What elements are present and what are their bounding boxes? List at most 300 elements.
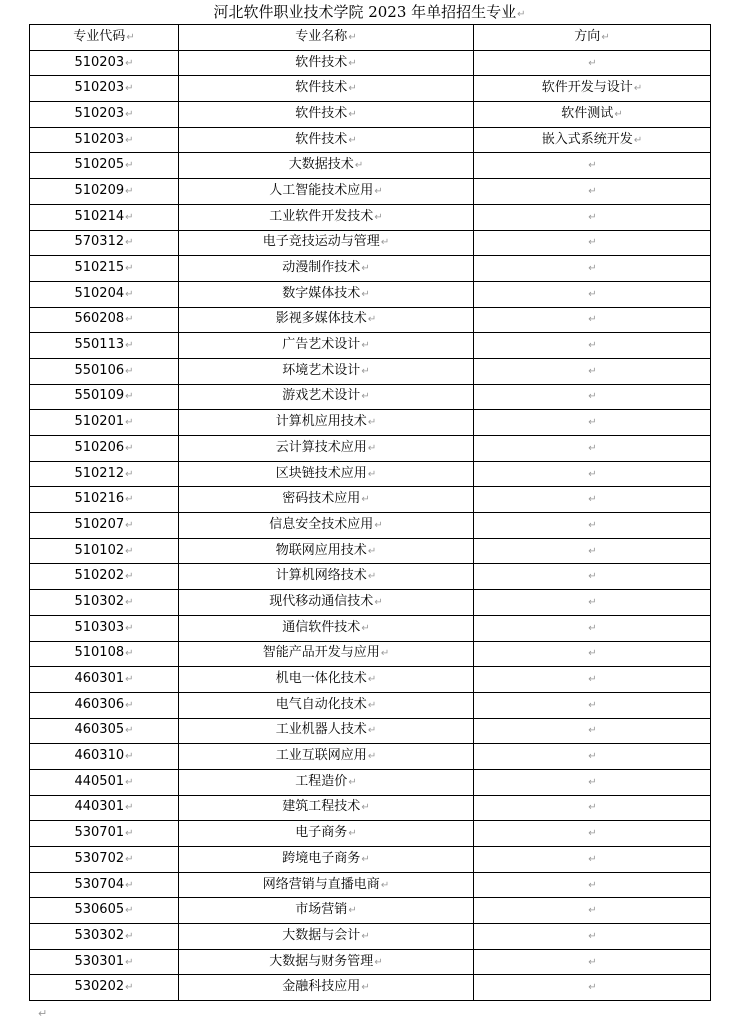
cell-code-text: 560208 bbox=[74, 311, 125, 327]
cell-name bbox=[179, 949, 474, 975]
paragraph-mark-icon: ↵ bbox=[125, 83, 134, 95]
paragraph-mark-icon: ↵ bbox=[588, 442, 597, 454]
paragraph-mark-icon: ↵ bbox=[367, 545, 377, 557]
table-row bbox=[30, 256, 711, 282]
cell-code bbox=[30, 281, 179, 307]
header-direction bbox=[474, 25, 711, 51]
paragraph-mark-icon: ↵ bbox=[601, 31, 610, 43]
cell-name bbox=[179, 667, 474, 693]
cell-direction bbox=[474, 692, 711, 718]
paragraph-mark-icon: ↵ bbox=[588, 930, 597, 942]
paragraph-mark-icon: ↵ bbox=[588, 853, 597, 865]
cell-direction bbox=[474, 641, 711, 667]
paragraph-mark-icon: ↵ bbox=[125, 802, 134, 814]
paragraph-mark-icon: ↵ bbox=[588, 211, 597, 223]
cell-code bbox=[30, 847, 179, 873]
cell-code bbox=[30, 898, 179, 924]
table-row bbox=[30, 461, 711, 487]
cell-name-text: 智能产品开发与应用 bbox=[262, 645, 380, 661]
cell-name bbox=[179, 307, 474, 333]
table-row bbox=[30, 127, 711, 153]
paragraph-mark-icon: ↵ bbox=[380, 879, 390, 891]
paragraph-mark-icon: ↵ bbox=[588, 365, 597, 377]
cell-direction bbox=[474, 50, 711, 76]
cell-name-text: 计算机网络技术 bbox=[275, 568, 367, 584]
paragraph-mark-icon: ↵ bbox=[588, 828, 597, 840]
paragraph-mark-icon: ↵ bbox=[125, 905, 134, 917]
cell-name-text: 建筑工程技术 bbox=[282, 799, 361, 815]
cell-direction bbox=[474, 204, 711, 230]
cell-direction bbox=[474, 538, 711, 564]
table-row bbox=[30, 590, 711, 616]
cell-code-text: 510203 bbox=[74, 80, 125, 96]
paragraph-mark-icon: ↵ bbox=[125, 365, 134, 377]
paragraph-mark-icon: ↵ bbox=[374, 211, 383, 223]
paragraph-mark-icon: ↵ bbox=[361, 494, 370, 506]
cell-direction bbox=[474, 281, 711, 307]
cell-name bbox=[179, 872, 474, 898]
cell-direction bbox=[474, 590, 711, 616]
cell-name-text: 数字媒体技术 bbox=[282, 285, 361, 301]
cell-name bbox=[179, 281, 474, 307]
paragraph-mark-icon: ↵ bbox=[38, 1007, 48, 1020]
cell-code-text: 530302 bbox=[74, 927, 125, 943]
cell-code-text: 440501 bbox=[74, 773, 125, 789]
cell-direction bbox=[474, 975, 711, 1001]
cell-code bbox=[30, 949, 179, 975]
cell-code bbox=[30, 358, 179, 384]
paragraph-mark-icon: ↵ bbox=[367, 699, 377, 711]
paragraph-mark-icon: ↵ bbox=[361, 288, 370, 300]
header-name bbox=[179, 25, 474, 51]
header-direction-text: 方向 bbox=[574, 28, 601, 44]
cell-code bbox=[30, 204, 179, 230]
paragraph-mark-icon: ↵ bbox=[588, 494, 597, 506]
cell-code bbox=[30, 744, 179, 770]
cell-name-text: 软件技术 bbox=[295, 131, 348, 147]
cell-name bbox=[179, 50, 474, 76]
cell-direction-text: 嵌入式系统开发 bbox=[541, 131, 633, 147]
cell-code bbox=[30, 564, 179, 590]
table-row bbox=[30, 204, 711, 230]
cell-direction bbox=[474, 769, 711, 795]
cell-name-text: 大数据技术 bbox=[288, 157, 354, 173]
paragraph-mark-icon: ↵ bbox=[367, 314, 377, 326]
cell-name-text: 软件技术 bbox=[295, 54, 348, 70]
paragraph-mark-icon: ↵ bbox=[125, 211, 134, 223]
cell-code-text: 510302 bbox=[74, 593, 125, 609]
cell-direction bbox=[474, 410, 711, 436]
paragraph-mark-icon: ↵ bbox=[361, 802, 370, 814]
paragraph-mark-icon: ↵ bbox=[588, 879, 597, 891]
table-row bbox=[30, 769, 711, 795]
cell-name bbox=[179, 487, 474, 513]
cell-name-text: 广告艺术设计 bbox=[282, 337, 361, 353]
table-row bbox=[30, 615, 711, 641]
paragraph-mark-icon: ↵ bbox=[348, 83, 357, 95]
cell-code-text: 510214 bbox=[74, 208, 125, 224]
cell-name-text: 机电一体化技术 bbox=[275, 671, 367, 687]
paragraph-mark-icon: ↵ bbox=[588, 263, 597, 275]
paragraph-mark-icon: ↵ bbox=[125, 828, 134, 840]
cell-code bbox=[30, 436, 179, 462]
paragraph-mark-icon: ↵ bbox=[588, 571, 597, 583]
cell-code-text: 530605 bbox=[74, 902, 125, 918]
cell-name bbox=[179, 333, 474, 359]
paragraph-mark-icon: ↵ bbox=[588, 340, 597, 352]
cell-direction bbox=[474, 384, 711, 410]
paragraph-mark-icon: ↵ bbox=[126, 31, 135, 43]
table-row bbox=[30, 410, 711, 436]
paragraph-mark-icon: ↵ bbox=[348, 828, 357, 840]
cell-name-text: 电子商务 bbox=[295, 825, 348, 841]
paragraph-mark-icon: ↵ bbox=[374, 956, 383, 968]
cell-code bbox=[30, 461, 179, 487]
paragraph-mark-icon: ↵ bbox=[125, 982, 134, 994]
title-text: 河北软件职业技术学院 2023 年单招招生专业 bbox=[213, 3, 517, 21]
cell-code bbox=[30, 50, 179, 76]
cell-direction bbox=[474, 436, 711, 462]
paragraph-mark-icon: ↵ bbox=[348, 108, 357, 120]
table-row bbox=[30, 692, 711, 718]
paragraph-mark-icon: ↵ bbox=[125, 340, 134, 352]
paragraph-mark-icon: ↵ bbox=[125, 930, 134, 942]
cell-direction bbox=[474, 513, 711, 539]
header-code-text: 专业代码 bbox=[73, 28, 126, 44]
paragraph-mark-icon: ↵ bbox=[125, 879, 134, 891]
document-title bbox=[0, 2, 739, 25]
cell-direction bbox=[474, 615, 711, 641]
header-name-text: 专业名称 bbox=[295, 28, 348, 44]
cell-code bbox=[30, 102, 179, 128]
table-row bbox=[30, 487, 711, 513]
paragraph-mark-icon: ↵ bbox=[125, 417, 134, 429]
cell-code-text: 510206 bbox=[74, 439, 125, 455]
paragraph-mark-icon: ↵ bbox=[588, 519, 597, 531]
table-row bbox=[30, 975, 711, 1001]
paragraph-mark-icon: ↵ bbox=[588, 725, 597, 737]
cell-name-text: 大数据与会计 bbox=[282, 927, 361, 943]
paragraph-mark-icon: ↵ bbox=[125, 288, 134, 300]
cell-name-text: 现代移动通信技术 bbox=[269, 593, 374, 609]
paragraph-mark-icon: ↵ bbox=[367, 571, 377, 583]
cell-code-text: 530702 bbox=[74, 850, 125, 866]
paragraph-mark-icon: ↵ bbox=[633, 134, 643, 146]
cell-direction bbox=[474, 461, 711, 487]
cell-code-text: 510204 bbox=[74, 285, 125, 301]
cell-direction bbox=[474, 949, 711, 975]
cell-code bbox=[30, 230, 179, 256]
cell-code bbox=[30, 821, 179, 847]
cell-name bbox=[179, 924, 474, 950]
cell-code bbox=[30, 590, 179, 616]
paragraph-mark-icon: ↵ bbox=[588, 982, 597, 994]
paragraph-mark-icon: ↵ bbox=[517, 9, 526, 20]
paragraph-mark-icon: ↵ bbox=[361, 263, 370, 275]
table-row bbox=[30, 949, 711, 975]
cell-code bbox=[30, 76, 179, 102]
paragraph-mark-icon: ↵ bbox=[348, 776, 357, 788]
cell-direction-text: 软件测试 bbox=[561, 105, 614, 121]
cell-name-text: 云计算技术应用 bbox=[275, 439, 367, 455]
cell-name bbox=[179, 230, 474, 256]
paragraph-mark-icon: ↵ bbox=[125, 160, 134, 172]
paragraph-mark-icon: ↵ bbox=[374, 596, 383, 608]
cell-code-text: 510209 bbox=[74, 182, 125, 198]
cell-name bbox=[179, 821, 474, 847]
cell-direction-text: 软件开发与设计 bbox=[541, 80, 633, 96]
table-body bbox=[30, 50, 711, 1000]
cell-direction bbox=[474, 898, 711, 924]
cell-code-text: 510203 bbox=[74, 54, 125, 70]
paragraph-mark-icon: ↵ bbox=[125, 185, 134, 197]
cell-code bbox=[30, 769, 179, 795]
cell-code bbox=[30, 795, 179, 821]
paragraph-mark-icon: ↵ bbox=[125, 237, 134, 249]
cell-direction bbox=[474, 795, 711, 821]
paragraph-mark-icon: ↵ bbox=[125, 674, 134, 686]
cell-direction bbox=[474, 179, 711, 205]
cell-direction bbox=[474, 487, 711, 513]
cell-name bbox=[179, 153, 474, 179]
cell-code bbox=[30, 179, 179, 205]
table-row bbox=[30, 358, 711, 384]
paragraph-mark-icon: ↵ bbox=[361, 982, 370, 994]
cell-name bbox=[179, 204, 474, 230]
paragraph-mark-icon: ↵ bbox=[125, 622, 134, 634]
cell-code-text: 550113 bbox=[74, 337, 125, 353]
table-row bbox=[30, 641, 711, 667]
cell-name-text: 影视多媒体技术 bbox=[275, 311, 367, 327]
paragraph-mark-icon: ↵ bbox=[588, 545, 597, 557]
cell-direction bbox=[474, 924, 711, 950]
paragraph-mark-icon: ↵ bbox=[588, 288, 597, 300]
table-row bbox=[30, 872, 711, 898]
cell-name bbox=[179, 179, 474, 205]
cell-name bbox=[179, 564, 474, 590]
cell-name bbox=[179, 718, 474, 744]
cell-name-text: 工业软件开发技术 bbox=[269, 208, 374, 224]
paragraph-mark-icon: ↵ bbox=[367, 417, 377, 429]
cell-name bbox=[179, 692, 474, 718]
table-row bbox=[30, 76, 711, 102]
paragraph-mark-icon: ↵ bbox=[367, 468, 377, 480]
cell-name-text: 动漫制作技术 bbox=[282, 260, 361, 276]
cell-code bbox=[30, 872, 179, 898]
paragraph-mark-icon: ↵ bbox=[588, 391, 597, 403]
cell-direction bbox=[474, 307, 711, 333]
cell-code-text: 510203 bbox=[74, 105, 125, 121]
cell-name-text: 金融科技应用 bbox=[282, 979, 361, 995]
paragraph-mark-icon: ↵ bbox=[125, 596, 134, 608]
cell-name bbox=[179, 847, 474, 873]
cell-code bbox=[30, 333, 179, 359]
paragraph-mark-icon: ↵ bbox=[125, 571, 134, 583]
cell-direction bbox=[474, 127, 711, 153]
cell-name-text: 人工智能技术应用 bbox=[269, 182, 374, 198]
table-row bbox=[30, 538, 711, 564]
paragraph-mark-icon: ↵ bbox=[588, 802, 597, 814]
paragraph-mark-icon: ↵ bbox=[125, 751, 134, 763]
cell-direction bbox=[474, 333, 711, 359]
paragraph-mark-icon: ↵ bbox=[367, 725, 377, 737]
paragraph-mark-icon: ↵ bbox=[380, 237, 390, 249]
cell-code-text: 510212 bbox=[74, 465, 125, 481]
paragraph-mark-icon: ↵ bbox=[588, 699, 597, 711]
cell-name-text: 软件技术 bbox=[295, 80, 348, 96]
paragraph-mark-icon: ↵ bbox=[348, 134, 357, 146]
cell-name bbox=[179, 898, 474, 924]
cell-name-text: 软件技术 bbox=[295, 105, 348, 121]
paragraph-mark-icon: ↵ bbox=[588, 160, 597, 172]
paragraph-mark-icon: ↵ bbox=[348, 57, 357, 69]
table-row bbox=[30, 513, 711, 539]
table-header-row bbox=[30, 25, 711, 51]
cell-code bbox=[30, 487, 179, 513]
cell-code-text: 550106 bbox=[74, 362, 125, 378]
cell-code-text: 510207 bbox=[74, 516, 125, 532]
cell-name-text: 工业互联网应用 bbox=[275, 748, 367, 764]
cell-code-text: 510201 bbox=[74, 414, 125, 430]
table-row bbox=[30, 333, 711, 359]
cell-code bbox=[30, 513, 179, 539]
cell-code bbox=[30, 615, 179, 641]
cell-direction bbox=[474, 821, 711, 847]
paragraph-mark-icon: ↵ bbox=[633, 83, 643, 95]
cell-name-text: 通信软件技术 bbox=[282, 619, 361, 635]
cell-code-text: 510202 bbox=[74, 568, 125, 584]
paragraph-mark-icon: ↵ bbox=[125, 648, 134, 660]
cell-code-text: 510108 bbox=[74, 645, 125, 661]
paragraph-mark-icon: ↵ bbox=[588, 648, 597, 660]
paragraph-mark-icon: ↵ bbox=[367, 674, 377, 686]
cell-name bbox=[179, 436, 474, 462]
cell-name-text: 计算机应用技术 bbox=[275, 414, 367, 430]
cell-name-text: 大数据与财务管理 bbox=[269, 953, 374, 969]
table-row bbox=[30, 924, 711, 950]
cell-code-text: 570312 bbox=[74, 234, 125, 250]
cell-name bbox=[179, 76, 474, 102]
cell-direction bbox=[474, 76, 711, 102]
table-row bbox=[30, 821, 711, 847]
cell-name bbox=[179, 384, 474, 410]
paragraph-mark-icon: ↵ bbox=[614, 108, 623, 120]
cell-code-text: 530202 bbox=[74, 979, 125, 995]
paragraph-mark-icon: ↵ bbox=[125, 263, 134, 275]
paragraph-mark-icon: ↵ bbox=[125, 468, 134, 480]
paragraph-mark-icon: ↵ bbox=[588, 776, 597, 788]
cell-name bbox=[179, 590, 474, 616]
paragraph-mark-icon: ↵ bbox=[125, 108, 134, 120]
cell-name-text: 市场营销 bbox=[295, 902, 348, 918]
cell-name-text: 网络营销与直播电商 bbox=[262, 876, 380, 892]
table-row bbox=[30, 898, 711, 924]
table-row bbox=[30, 847, 711, 873]
cell-direction bbox=[474, 153, 711, 179]
paragraph-mark-icon: ↵ bbox=[588, 314, 597, 326]
cell-direction bbox=[474, 102, 711, 128]
cell-code-text: 460306 bbox=[74, 696, 125, 712]
paragraph-mark-icon: ↵ bbox=[125, 545, 134, 557]
cell-code-text: 460301 bbox=[74, 671, 125, 687]
cell-name-text: 物联网应用技术 bbox=[275, 542, 367, 558]
cell-code-text: 530704 bbox=[74, 876, 125, 892]
cell-code-text: 510205 bbox=[74, 157, 125, 173]
cell-direction bbox=[474, 256, 711, 282]
cell-name bbox=[179, 744, 474, 770]
paragraph-mark-icon: ↵ bbox=[361, 365, 370, 377]
cell-name bbox=[179, 358, 474, 384]
cell-code-text: 510203 bbox=[74, 131, 125, 147]
paragraph-mark-icon: ↵ bbox=[588, 417, 597, 429]
paragraph-mark-icon: ↵ bbox=[125, 519, 134, 531]
paragraph-mark-icon: ↵ bbox=[125, 776, 134, 788]
cell-code-text: 440301 bbox=[74, 799, 125, 815]
cell-name-text: 跨境电子商务 bbox=[282, 850, 361, 866]
cell-name bbox=[179, 975, 474, 1001]
cell-code bbox=[30, 384, 179, 410]
paragraph-mark-icon: ↵ bbox=[367, 751, 377, 763]
table-row bbox=[30, 744, 711, 770]
cell-direction bbox=[474, 744, 711, 770]
cell-code-text: 510102 bbox=[74, 542, 125, 558]
paragraph-mark-icon: ↵ bbox=[361, 622, 370, 634]
cell-name bbox=[179, 769, 474, 795]
cell-code bbox=[30, 256, 179, 282]
cell-code bbox=[30, 127, 179, 153]
cell-name-text: 环境艺术设计 bbox=[282, 362, 361, 378]
cell-code-text: 510215 bbox=[74, 260, 125, 276]
paragraph-mark-icon: ↵ bbox=[125, 853, 134, 865]
paragraph-mark-icon: ↵ bbox=[125, 956, 134, 968]
paragraph-mark-icon: ↵ bbox=[374, 185, 383, 197]
paragraph-mark-icon: ↵ bbox=[588, 468, 597, 480]
cell-code-text: 460305 bbox=[74, 722, 125, 738]
cell-code bbox=[30, 718, 179, 744]
cell-name-text: 工业机器人技术 bbox=[275, 722, 367, 738]
table-row bbox=[30, 50, 711, 76]
cell-code-text: 530701 bbox=[74, 825, 125, 841]
cell-name-text: 信息安全技术应用 bbox=[269, 516, 374, 532]
cell-direction bbox=[474, 872, 711, 898]
table-row bbox=[30, 153, 711, 179]
paragraph-mark-icon: ↵ bbox=[354, 160, 364, 172]
table-row bbox=[30, 564, 711, 590]
paragraph-mark-icon: ↵ bbox=[588, 57, 597, 69]
paragraph-mark-icon: ↵ bbox=[588, 956, 597, 968]
cell-name-text: 电子竞技运动与管理 bbox=[262, 234, 380, 250]
paragraph-mark-icon: ↵ bbox=[125, 134, 134, 146]
paragraph-mark-icon: ↵ bbox=[380, 648, 390, 660]
paragraph-mark-icon: ↵ bbox=[588, 622, 597, 634]
table-row bbox=[30, 179, 711, 205]
paragraph-mark-icon: ↵ bbox=[348, 31, 357, 43]
cell-code bbox=[30, 924, 179, 950]
paragraph-mark-icon: ↵ bbox=[361, 930, 370, 942]
paragraph-mark-icon: ↵ bbox=[588, 674, 597, 686]
majors-table bbox=[29, 24, 711, 1001]
cell-code-text: 530301 bbox=[74, 953, 125, 969]
table-row bbox=[30, 281, 711, 307]
paragraph-mark-icon: ↵ bbox=[588, 751, 597, 763]
cell-code bbox=[30, 641, 179, 667]
paragraph-mark-icon: ↵ bbox=[374, 519, 383, 531]
cell-direction bbox=[474, 564, 711, 590]
cell-name-text: 密码技术应用 bbox=[282, 491, 361, 507]
cell-name bbox=[179, 410, 474, 436]
cell-code-text: 510303 bbox=[74, 619, 125, 635]
cell-code bbox=[30, 410, 179, 436]
